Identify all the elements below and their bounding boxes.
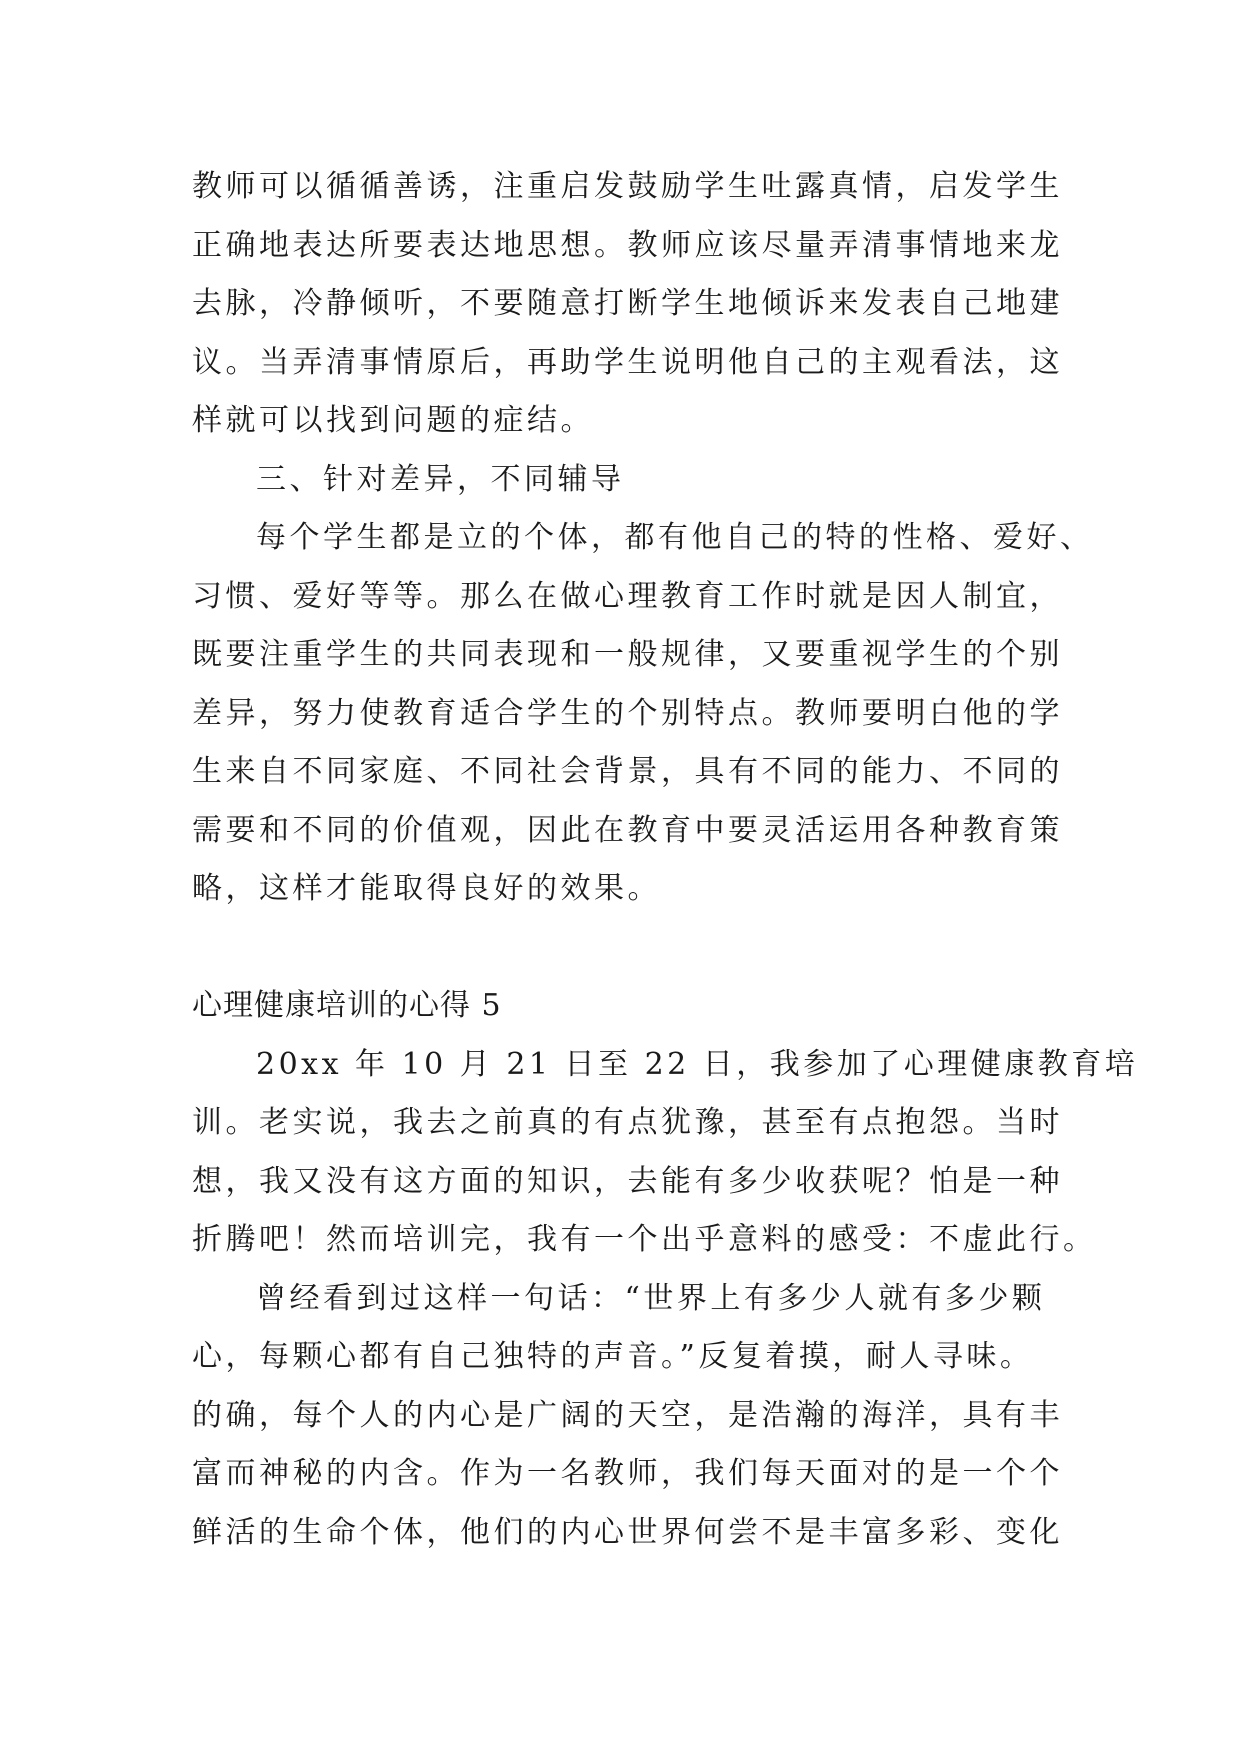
text-line: 20xx 年 10 月 21 日至 22 日，我参加了心理健康教育培 — [256, 1046, 1139, 1082]
text-line: 曾经看到过这样一句话：“世界上有多少人就有多少颗 — [256, 1280, 1046, 1316]
text-line: 议。当弄清事情原后，再助学生说明他自己的主观看法，这 — [192, 344, 1063, 380]
subheading-text: 三、针对差异，不同辅导 — [256, 461, 625, 497]
text-line: 每个学生都是立的个体，都有他自己的特的性格、爱好、 — [256, 520, 1094, 555]
text-line: 生来自不同家庭、不同社会背景，具有不同的能力、不同的 — [192, 754, 1063, 789]
blank-line — [192, 919, 1052, 978]
paragraph — [192, 158, 1063, 451]
text-line: 想，我又没有这方面的知识，去能有多少收获呢？怕是一种 — [192, 1163, 1063, 1199]
text-line: 的确，每个人的内心是广阔的天空，是浩瀚的海洋，具有丰 — [192, 1397, 1063, 1433]
text-line: 鲜活的生命个体，他们的内心世界何尝不是丰富多彩、变化 — [192, 1514, 1063, 1550]
paragraph — [192, 1036, 1139, 1270]
text-line: 习惯、爱好等等。那么在做心理教育工作时就是因人制宜， — [192, 578, 1063, 614]
text-line: 正确地表达所要表达地思想。教师应该尽量弄清事情地来龙 — [192, 227, 1063, 263]
text-line: 略，这样才能取得良好的效果。 — [192, 871, 661, 906]
text-line: 教师可以循循善诱，注重启发鼓励学生吐露真情，启发学生 — [192, 169, 1063, 204]
paragraph — [192, 1270, 1063, 1563]
text-line: 样就可以找到问题的症结。 — [192, 403, 594, 438]
text-line: 既要注重学生的共同表现和一般规律，又要重视学生的个别 — [192, 637, 1063, 672]
document-body — [192, 158, 1139, 1562]
text-line: 富而神秘的内含。作为一名教师，我们每天面对的是一个个 — [192, 1456, 1063, 1491]
section-title: 心理健康培训的心得 5 — [192, 988, 502, 1023]
text-line: 需要和不同的价值观，因此在教育中要灵活运用各种教育策 — [192, 812, 1063, 848]
text-line: 差异，努力使教育适合学生的个别特点。教师要明白他的学 — [192, 695, 1063, 731]
text-line: 心，每颗心都有自己独特的声音。”反复着摸，耐人寻味。 — [192, 1339, 1034, 1374]
section-heading — [192, 977, 1052, 1036]
text-line: 折腾吧！然而培训完，我有一个出乎意料的感受：不虚此行。 — [192, 1222, 1097, 1257]
text-line: 去脉，冷静倾听，不要随意打断学生地倾诉来发表自己地建 — [192, 286, 1063, 321]
text-line: 训。老实说，我去之前真的有点犹豫，甚至有点抱怨。当时 — [192, 1105, 1063, 1140]
subheading — [192, 451, 1052, 510]
paragraph — [192, 509, 1094, 919]
